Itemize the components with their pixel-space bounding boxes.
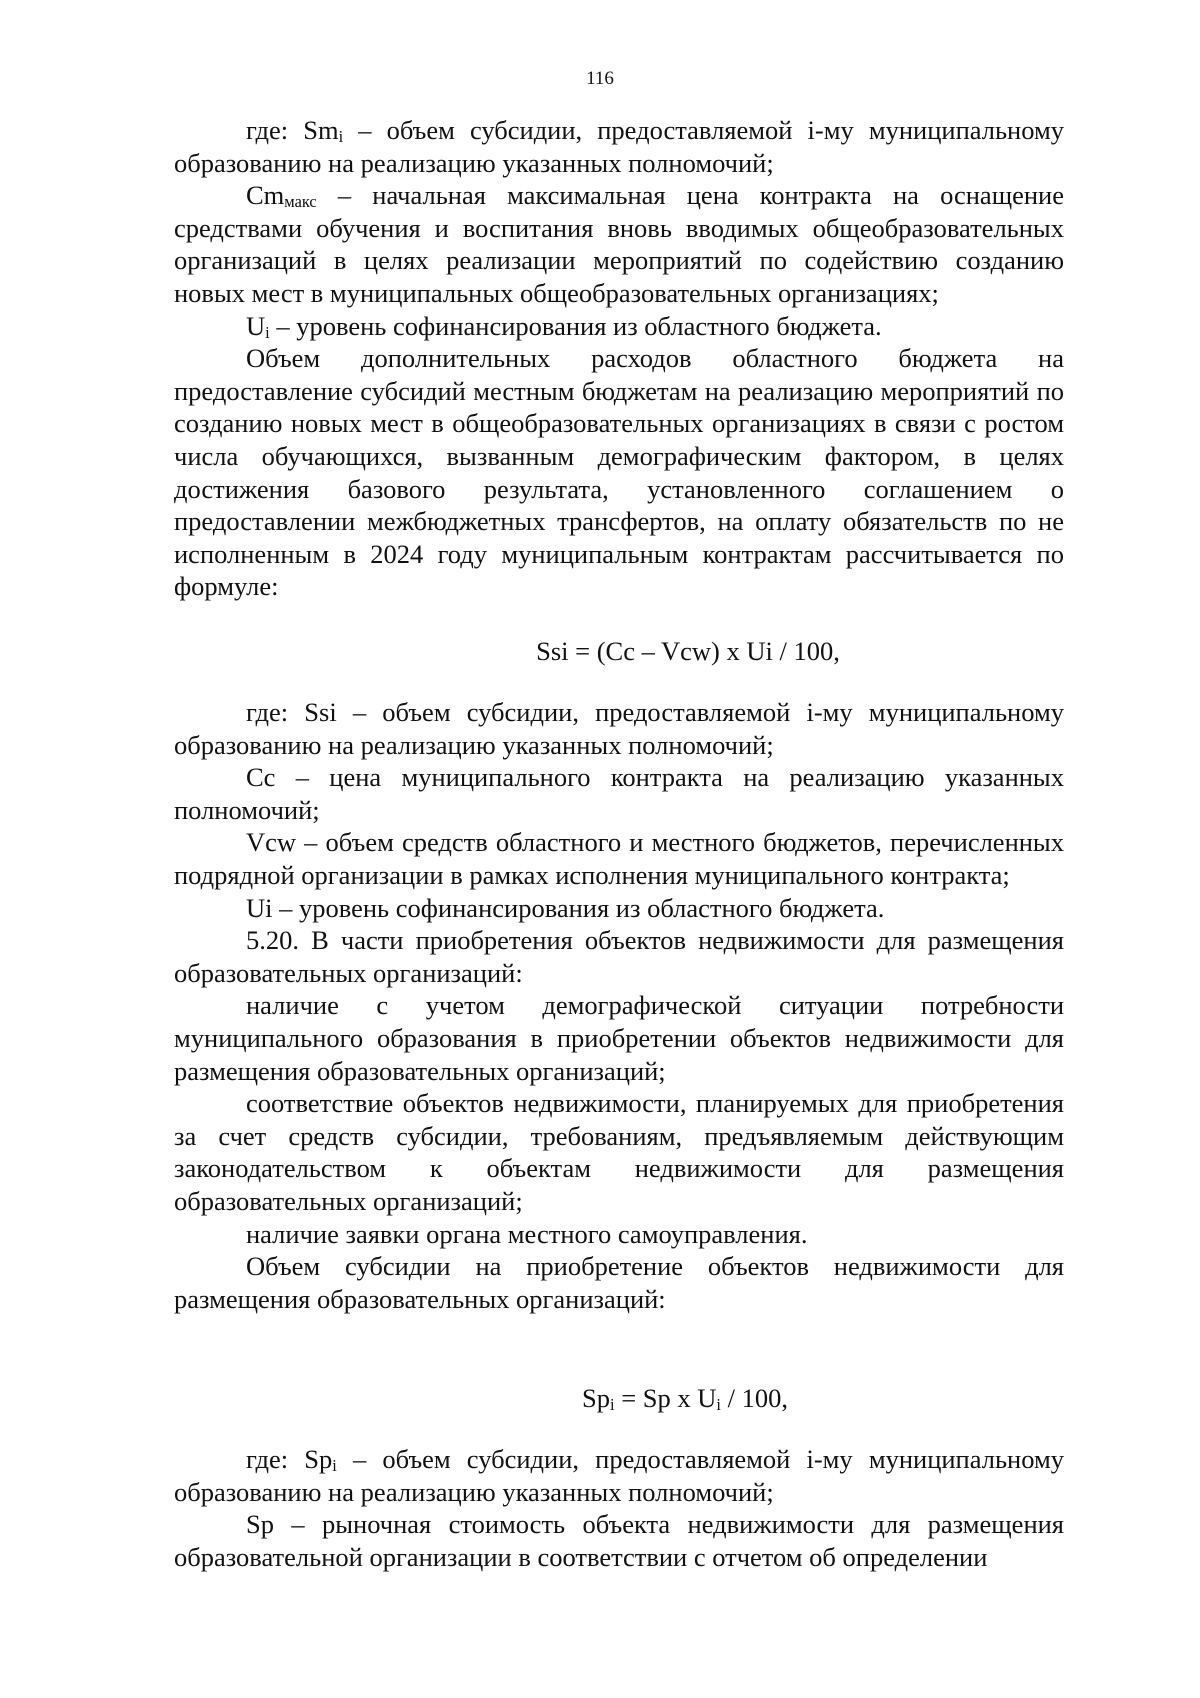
paragraph: где: Ssi – объем субсидии, предоставляемой i-му муниципальному образованию на реализацию указанных полномочий; <box>174 697 1064 760</box>
paragraph: Ui – уровень софинансирования из областного бюджета. <box>246 892 885 923</box>
paragraph: наличие заявки органа местного самоуправления. <box>246 1218 808 1249</box>
paragraph: Объем дополнительных расходов областного бюджета на предоставление субсидий местным бюджетам на реализацию мероприятий по созданию новых мест в общеобразовательных организациях в связи с ростом числа обучающихся, вызванным демографическим фактором, в целях достижения базового результата, установленного соглашением о предоставлении межбюджетных трансфертов, на оплату обязательств по не исполненным в 2024 году муниципальным контрактам рассчитывается по формуле: <box>174 343 1064 602</box>
formula-spi: $Sp_i = Sp$ x $U_i / 100$, <box>582 1383 788 1414</box>
paragraph: $Cm_{макс}$ – начальная максимальная цена контракта на оснащение средствами обучения и воспитания вновь вводимых общеобразовательных организаций в целях реализации мероприятий по содействию созданию новых мест в муниципальных общеобразовательных организациях; <box>174 180 1064 308</box>
paragraph: наличие с учетом демографической ситуации потребности муниципального образования в приобретении объектов недвижимости для размещения образовательных организаций; <box>174 990 1064 1086</box>
formula-ssi: Ssi = (Cc – Vcw) x Ui / 100, <box>536 636 840 666</box>
paragraph: Cc – цена муниципального контракта на реализацию указанных полномочий; <box>174 762 1064 825</box>
definitions-block-2 <box>174 696 1064 1315</box>
paragraph: Объем субсидии на приобретение объектов недвижимости для размещения образовательных организаций: <box>174 1251 1064 1314</box>
paragraph: 5.20. В части приобретения объектов недвижимости для размещения образовательных организаций: <box>174 925 1064 988</box>
definitions-block-3 <box>174 1443 1064 1573</box>
paragraph: Sp – рыночная стоимость объекта недвижимости для размещения образовательной организации в соответствии с отчетом об определении <box>174 1509 1064 1572</box>
paragraph: $U_i$ – уровень софинансирования из областного бюджета. <box>246 310 882 342</box>
paragraph: где: $Sm_i$ – объем субсидии, предоставляемой i-му муниципальному образованию на реализацию указанных полномочий; <box>174 115 1064 178</box>
paragraph: где: $Sp_i$ – объем субсидии, предоставляемой i-му муниципальному образованию на реализацию указанных полномочий; <box>174 1444 1064 1507</box>
page-number: 116 <box>586 68 614 89</box>
definitions-block-1 <box>174 114 1064 603</box>
paragraph: Vcw – объем средств областного и местного бюджетов, перечисленных подрядной организации в рамках исполнения муниципального контракта; <box>174 827 1064 890</box>
paragraph: соответствие объектов недвижимости, планируемых для приобретения за счет средств субсидии, требованиям, предъявляемым действующим законодательством к объектам недвижимости для размещения образовательных организаций; <box>174 1088 1064 1216</box>
